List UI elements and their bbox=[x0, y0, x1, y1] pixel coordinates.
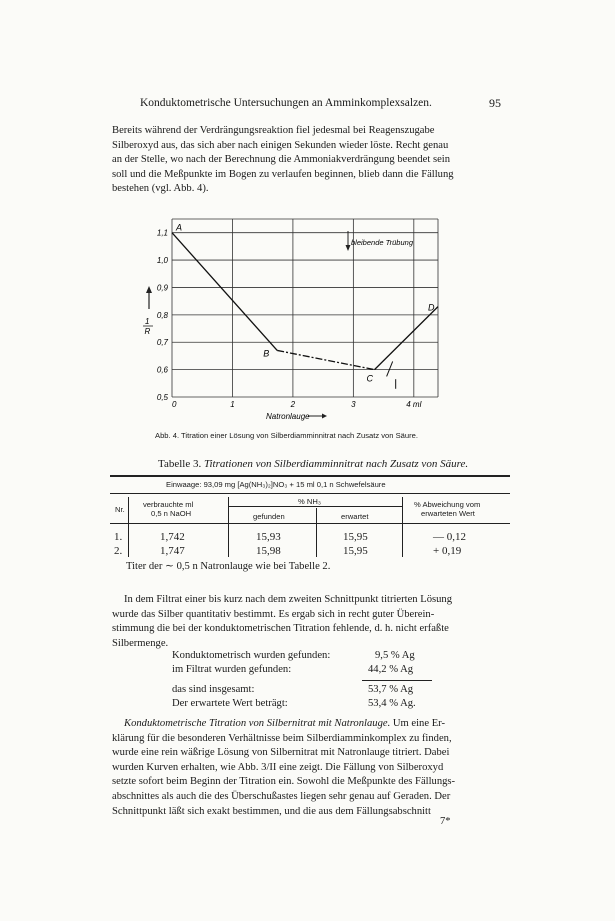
row2-erwartet: 15,95 bbox=[343, 545, 368, 557]
col-divider-4 bbox=[402, 497, 403, 557]
y-tick-label: 0,9 bbox=[156, 283, 168, 293]
y-tick-label: 0,6 bbox=[156, 365, 168, 375]
row1-abw: — 0,12 bbox=[433, 531, 466, 543]
x-tick-label: 3 bbox=[351, 400, 356, 409]
col-header-abw-2: erwarteten Wert bbox=[421, 509, 475, 518]
text-line: soll und die Meßpunkte im Bogen zu verlaufen beginnen, blieb dann die Fällung bbox=[112, 168, 454, 180]
calc-value: 9,5 % Ag bbox=[375, 650, 415, 661]
row2-nr: 2. bbox=[114, 545, 123, 557]
row2-ml: 1,747 bbox=[160, 545, 185, 557]
calc-label: Der erwartete Wert beträgt: bbox=[172, 698, 288, 709]
y-axis-label-r: R bbox=[144, 327, 151, 336]
text-line: In dem Filtrat einer bis kurz nach dem zweiten Schnittpunkt titrierten Lösung bbox=[124, 594, 453, 605]
col-divider-3 bbox=[316, 508, 317, 557]
col-header-gefunden: gefunden bbox=[253, 512, 285, 521]
calc-value: 44,2 % Ag bbox=[368, 664, 414, 675]
chart-lines bbox=[172, 233, 438, 389]
point-label: D bbox=[428, 302, 435, 313]
text-span: Um eine Er- bbox=[390, 718, 446, 729]
x-tick-label: 1 bbox=[230, 400, 235, 409]
col-header-ml-1: verbrauchte ml bbox=[143, 500, 194, 509]
svg-text:bleibende Trübung: bleibende Trübung bbox=[351, 238, 413, 247]
y-tick-label: 0,5 bbox=[156, 393, 168, 402]
table-rule-top bbox=[110, 475, 510, 477]
text-line: Bereits während der Verdrängungsreaktion fiel jedesmal bei Reagenszugabe bbox=[112, 125, 435, 136]
silbernitrat-paragraph bbox=[112, 717, 512, 819]
y-tick-labels bbox=[157, 229, 169, 402]
y-axis-label: 1 bbox=[145, 317, 150, 326]
text-line: abschnittes als auch die des Überschußastes liegen sehr genau auf Geraden. Der bbox=[112, 790, 451, 802]
table-rule-einwaage bbox=[110, 493, 510, 494]
text-line: setzte sofort beim Beginn der Titration ein. Sowohl die Meßpunkte des Fällungs- bbox=[112, 776, 456, 788]
text-line: stimmung die bei der konduktometrischen Titration fehlende, d. h. nicht erfaßte bbox=[112, 623, 449, 635]
col-header-ml-2: 0,5 n NaOH bbox=[151, 509, 192, 518]
row1-nr: 1. bbox=[114, 531, 123, 543]
series-line-ab bbox=[172, 233, 277, 351]
table-rule-header bbox=[110, 523, 510, 524]
x-tick-labels bbox=[172, 400, 422, 409]
page-number: 95 bbox=[489, 96, 501, 110]
text-line: Silbermenge. bbox=[112, 637, 169, 649]
signature-mark: 7* bbox=[440, 816, 451, 827]
point-label: C bbox=[366, 373, 374, 384]
table-note: Titer der ∼ 0,5 n Natronlauge wie bei Tabelle 2. bbox=[126, 561, 331, 572]
row1-erwartet: 15,95 bbox=[343, 531, 368, 543]
y-tick-label: 0,8 bbox=[156, 310, 168, 320]
text-line: Schnittpunkt läßt sich exakt bestimmen, und die aus dem Fällungsabschnitt bbox=[112, 805, 431, 817]
row1-ml: 1,742 bbox=[160, 531, 185, 543]
text-line bbox=[112, 717, 512, 732]
row2-abw: + 0,19 bbox=[433, 545, 462, 557]
calc-value: 53,7 % Ag bbox=[368, 684, 414, 695]
intro-paragraph bbox=[112, 124, 512, 197]
sum-rule bbox=[362, 680, 432, 681]
col-header-nr: Nr. bbox=[115, 505, 125, 514]
series-line-cd bbox=[375, 307, 438, 370]
col-header-erwartet: erwartet bbox=[341, 512, 369, 521]
y-axis-arrowhead bbox=[146, 286, 152, 293]
x-tick-label: 0 bbox=[172, 400, 177, 409]
x-tick-label: 4 ml bbox=[406, 400, 422, 409]
table-title-text: Titrationen von Silberdiamminnitrat nach Zusatz von Säure. bbox=[203, 458, 469, 470]
einwaage-line: Einwaage: 93,09 mg [Ag(NH₃)₂]NO₃ + 15 ml 0,1 n Schwefelsäure bbox=[166, 480, 386, 489]
col-header-nh3: % NH₃ bbox=[298, 497, 321, 506]
calc-label: das sind insgesamt: bbox=[172, 684, 255, 695]
calc-label: im Filtrat wurden gefunden: bbox=[172, 664, 292, 675]
table-rule-nh3 bbox=[228, 506, 402, 507]
text-line: klärung für die besonderen Verhältnisse beim Silberdiamminkomplex zu finden, bbox=[112, 732, 452, 744]
col-header-abw-1: % Abweichung vom bbox=[414, 500, 481, 509]
y-tick-label: 1,0 bbox=[156, 256, 168, 266]
col-divider-1 bbox=[128, 497, 129, 557]
x-axis-label: Natronlauge bbox=[266, 412, 310, 421]
series-line-bc bbox=[277, 350, 374, 369]
text-line: wurde eine rein wäßrige Lösung von Silbernitrat mit Natronlauge titriert. Dabei bbox=[112, 747, 450, 759]
y-tick-label: 0,7 bbox=[156, 338, 168, 348]
calc-value: 53,4 % Ag. bbox=[368, 698, 416, 709]
y-tick-label: 1,1 bbox=[156, 228, 168, 238]
row2-gefunden: 15,98 bbox=[256, 545, 281, 557]
point-label: A bbox=[176, 222, 183, 233]
text-line: wurden Kurven erhalten, wie Abb. 3/II eine zeigt. Die Fällung von Silberoxyd bbox=[112, 761, 444, 773]
text-line: Silberoxyd aus, das sich aber nach einigen Sekunden wieder löste. Recht genau bbox=[112, 139, 449, 151]
text-line: an der Stelle, wo nach der Berechnung die Ammoniakverdrängung beendet sein bbox=[112, 154, 451, 166]
intersection-mark bbox=[387, 361, 393, 376]
row1-gefunden: 15,93 bbox=[256, 531, 281, 543]
table-title bbox=[158, 458, 468, 470]
x-tick-label: 2 bbox=[290, 400, 296, 409]
running-header: Konduktometrische Untersuchungen an Amminkomplexsalzen. bbox=[140, 97, 432, 109]
section-heading: Konduktometrische Titration von Silbernitrat mit Natronlauge. bbox=[124, 718, 391, 729]
table-title-prefix: Tabelle 3. bbox=[158, 458, 202, 470]
col-divider-2 bbox=[228, 497, 229, 557]
text-line: bestehen (vgl. Abb. 4). bbox=[112, 183, 209, 195]
x-axis-arrowhead bbox=[322, 414, 327, 419]
calc-label: Konduktometrisch wurden gefunden: bbox=[172, 650, 331, 661]
figure-abb4 bbox=[140, 205, 460, 427]
point-label: B bbox=[263, 348, 270, 359]
truebung-annotation bbox=[346, 231, 414, 251]
filtrat-paragraph bbox=[112, 593, 512, 651]
text-line: wurde das Silber quantitativ bestimmt. Es ergab sich in recht guter Überein- bbox=[112, 608, 435, 620]
figure-caption: Abb. 4. Titration einer Lösung von Silberdiamminnitrat nach Zusatz von Säure. bbox=[155, 431, 418, 440]
